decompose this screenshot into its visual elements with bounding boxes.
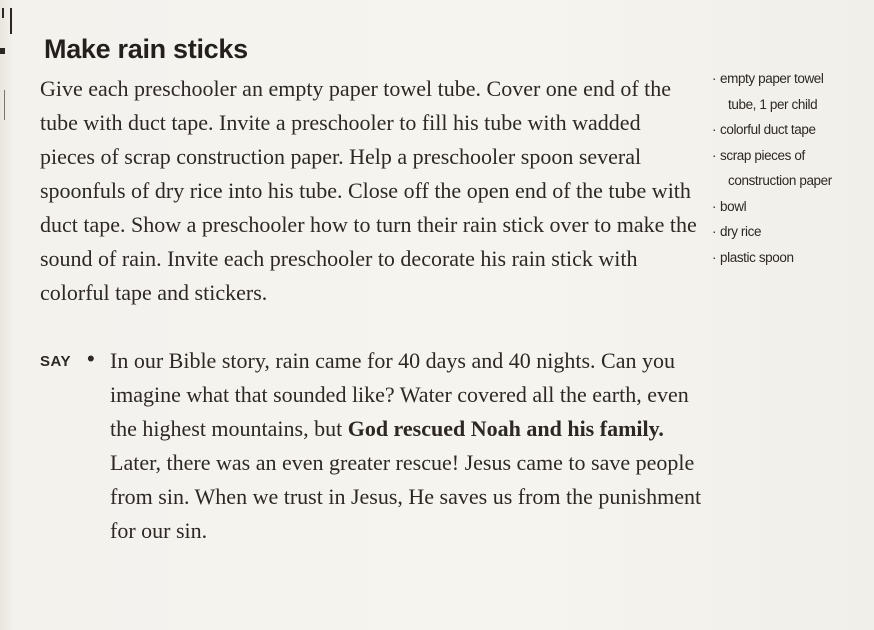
materials-item	[712, 219, 862, 245]
materials-item-text: colorful duct tape	[720, 122, 816, 137]
bullet-icon: •	[87, 346, 95, 371]
page-binding-edge	[0, 0, 14, 630]
materials-item-text: plastic spoon	[720, 249, 794, 265]
say-text-emphasis: God rescued Noah and his family.	[347, 416, 664, 441]
say-text-after: Later, there was an even greater rescue! Jesus came to save people from sin. When we trust in Jesus, He saves us from the punishment for our sin.	[110, 450, 702, 543]
materials-item	[712, 194, 862, 220]
materials-item	[712, 245, 862, 271]
activity-title: Make rain sticks	[44, 34, 248, 64]
materials-item-text: scrap pieces of	[720, 147, 805, 163]
materials-item	[712, 117, 862, 143]
materials-item-text: empty paper towel	[720, 71, 824, 86]
activity-instructions: Give each preschooler an empty paper towel tube. Cover one end of the tube with duct tape. Invite a preschooler to fill his tube with wadded pieces of scrap construction paper. Help a preschooler spoon several spoonfuls of dry rice into his tube. Close off the open end of the tube with duct tape. Show a preschooler how to turn their rain stick over to make the sound of rain. Invite each preschooler to decorate his rain stick with colorful tape and stickers.	[40, 76, 697, 305]
materials-item-text: bowl	[720, 198, 747, 214]
materials-item-text: dry rice	[720, 224, 762, 239]
say-text-before: In our Bible story, rain came for 40 days and 40 nights. Can you imagine what that sounded like? Water covered all the earth, even the highest mountains, but	[110, 348, 689, 441]
materials-item	[712, 66, 862, 117]
materials-item	[712, 143, 862, 194]
materials-list	[712, 66, 862, 270]
say-text	[110, 344, 710, 548]
materials-item-continuation: construction paper	[728, 173, 832, 188]
say-label: SAY	[40, 353, 71, 370]
materials-item-continuation: tube, 1 per child	[728, 96, 818, 112]
